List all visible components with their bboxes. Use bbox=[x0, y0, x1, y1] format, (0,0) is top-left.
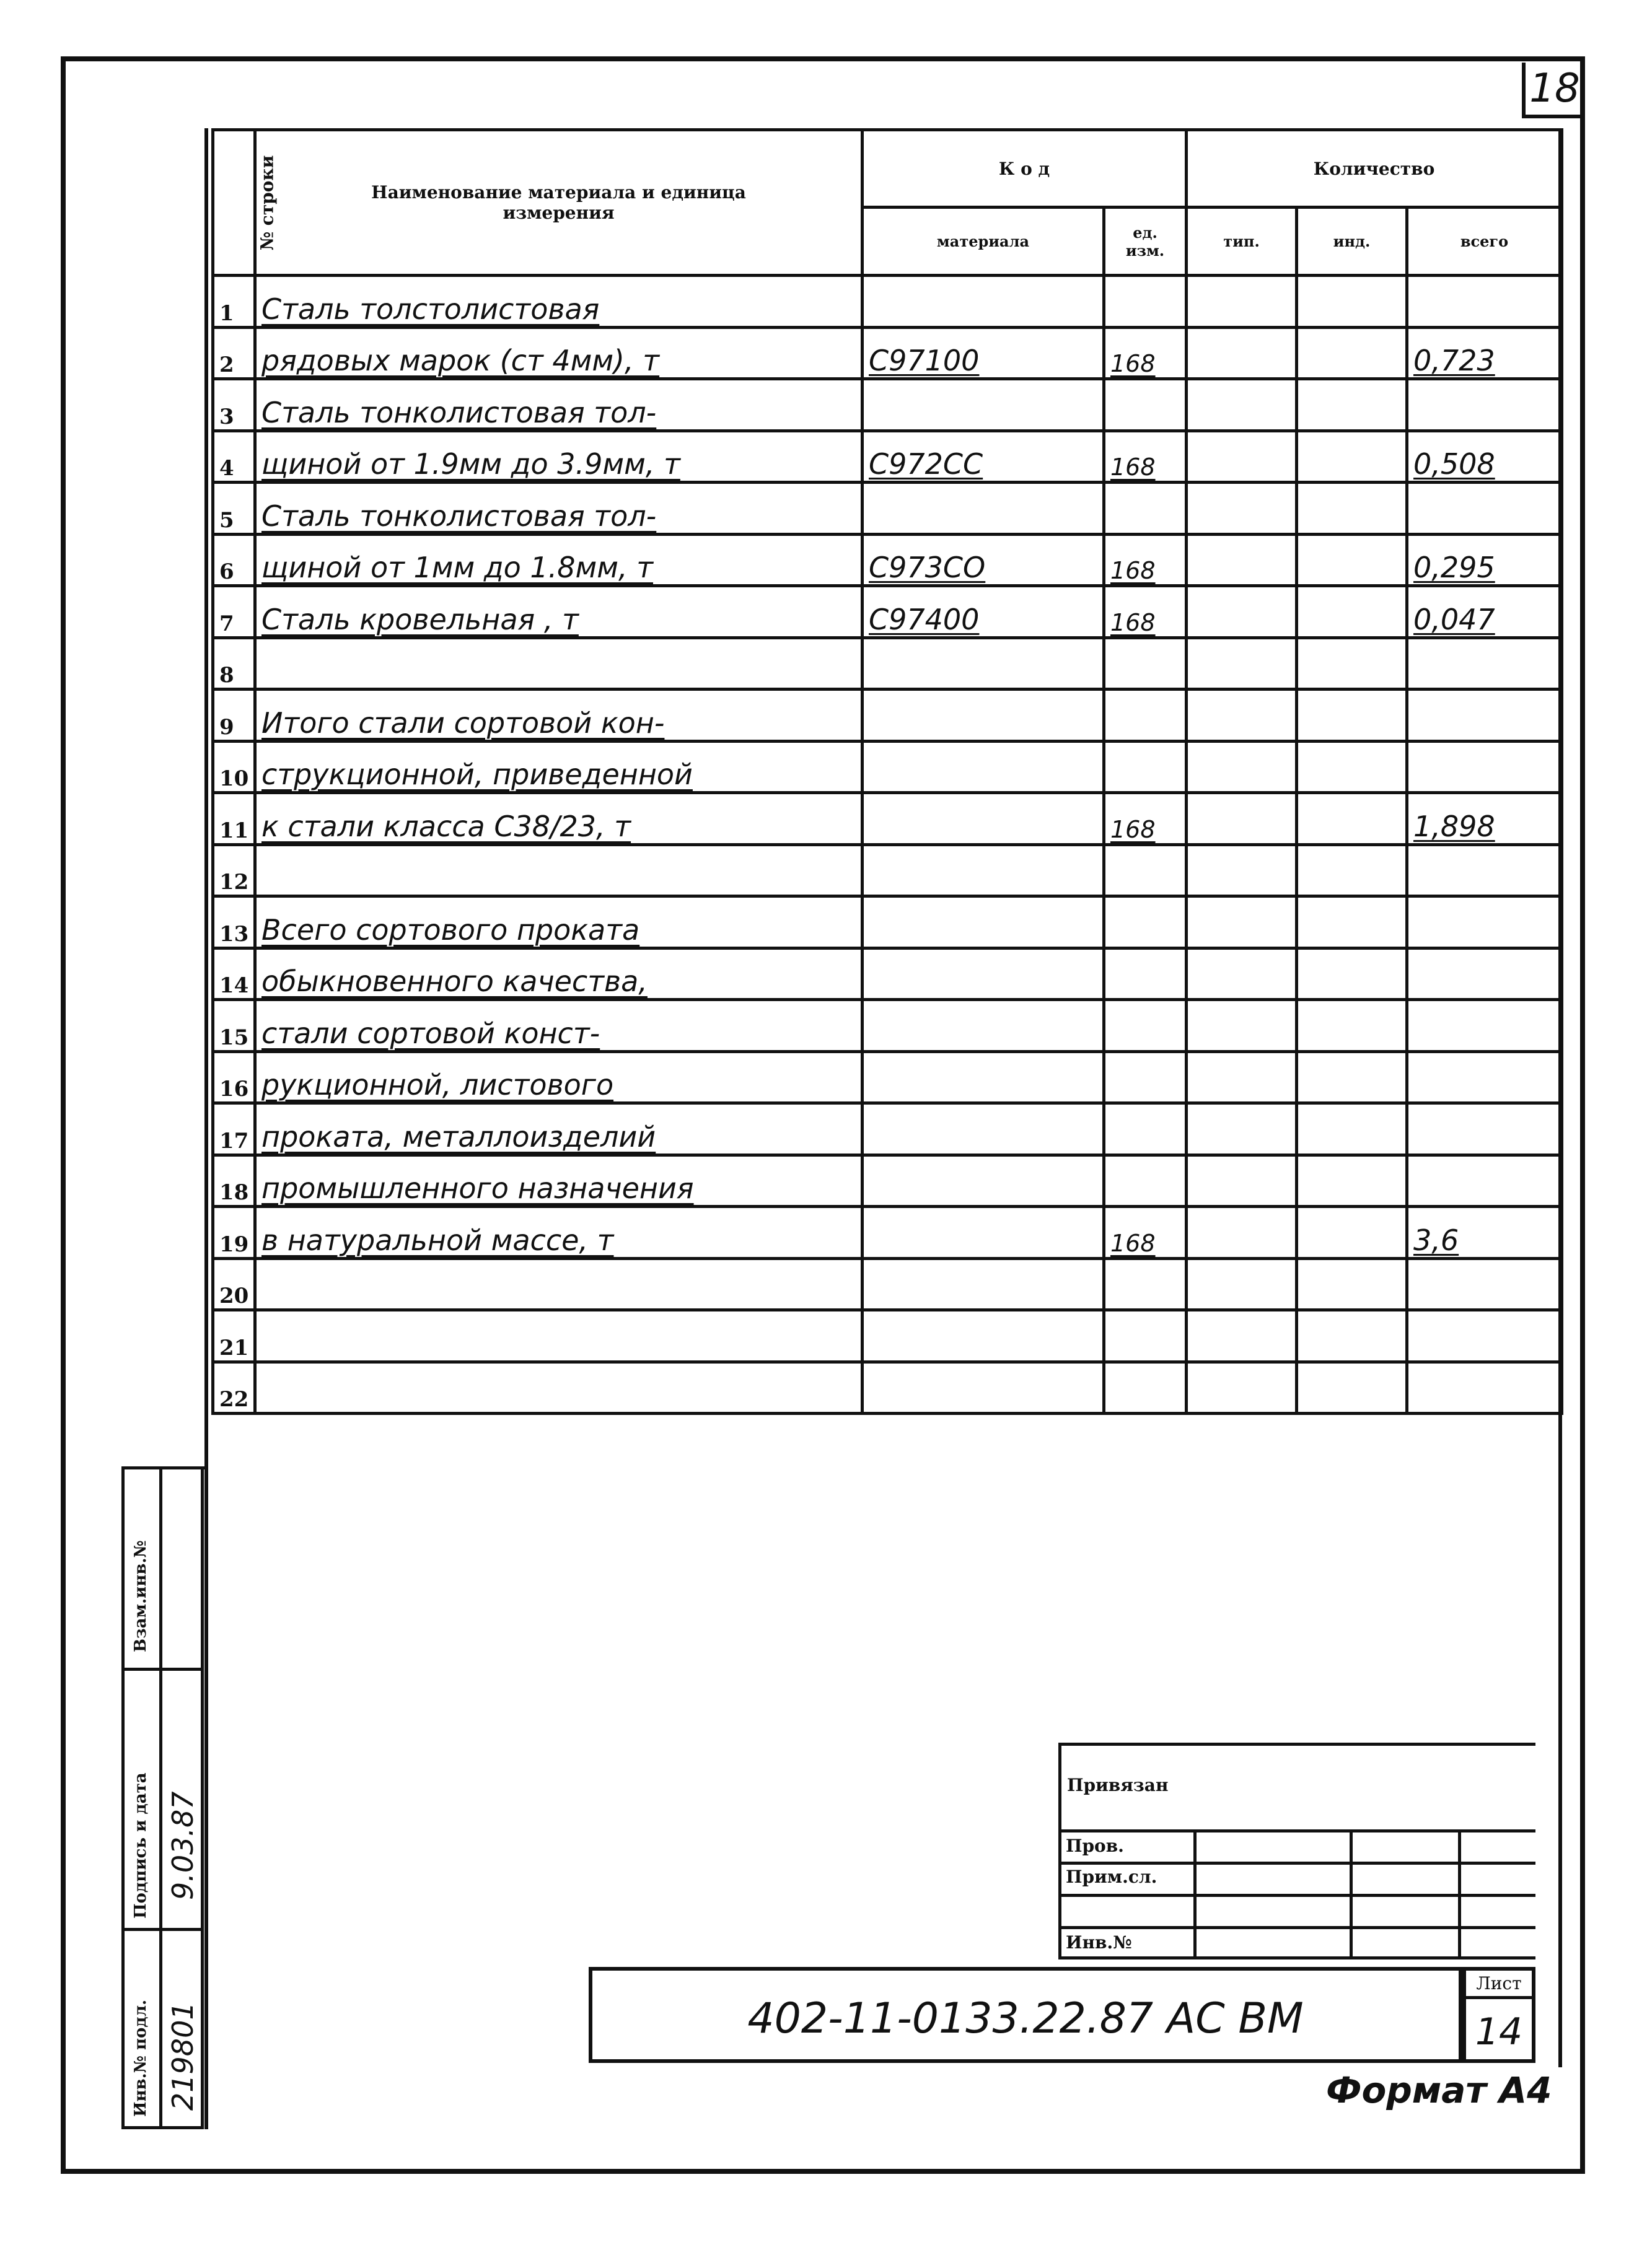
material-code bbox=[863, 793, 1104, 845]
qty-ind bbox=[1297, 1207, 1407, 1259]
material-code bbox=[863, 1051, 1104, 1103]
material-code: С97100 bbox=[863, 327, 1104, 379]
qty-typ bbox=[1187, 1000, 1297, 1052]
material-name bbox=[255, 1310, 863, 1362]
material-code bbox=[863, 1362, 1104, 1414]
qty-ind bbox=[1297, 1103, 1407, 1155]
sheet-label: Лист bbox=[1466, 1973, 1532, 1999]
material-code bbox=[863, 1310, 1104, 1362]
material-name: Итого стали сортовой кон- bbox=[255, 690, 863, 742]
material-name: Сталь тонколистовая тол- bbox=[255, 483, 863, 535]
qty-total bbox=[1407, 690, 1562, 742]
qty-total bbox=[1407, 1258, 1562, 1310]
table-row bbox=[213, 690, 1562, 742]
qty-ind bbox=[1297, 431, 1407, 483]
material-code bbox=[863, 690, 1104, 742]
qty-ind bbox=[1297, 948, 1407, 1000]
material-code bbox=[863, 1207, 1104, 1259]
page-number: 18 bbox=[1522, 63, 1584, 118]
unit-code bbox=[1104, 690, 1187, 742]
stamp-primech: Прим.сл. bbox=[1066, 1867, 1157, 1887]
qty-ind bbox=[1297, 586, 1407, 638]
header-code-group: К о д bbox=[863, 130, 1187, 208]
header-row-number: № строки bbox=[213, 130, 255, 276]
qty-ind bbox=[1297, 327, 1407, 379]
row-number: 19 bbox=[213, 1207, 255, 1259]
row-number: 20 bbox=[213, 1258, 255, 1310]
material-name: обыкновенного качества, bbox=[255, 948, 863, 1000]
qty-typ bbox=[1187, 379, 1297, 431]
qty-total: 0,047 bbox=[1407, 586, 1562, 638]
document-code: 402-11-0133.22.87 АС ВМ bbox=[747, 1994, 1304, 2043]
material-code bbox=[863, 483, 1104, 535]
row-number: 2 bbox=[213, 327, 255, 379]
material-name bbox=[255, 637, 863, 690]
row-number: 5 bbox=[213, 483, 255, 535]
qty-typ bbox=[1187, 948, 1297, 1000]
qty-ind bbox=[1297, 1362, 1407, 1414]
material-name: рядовых марок (ст 4мм), т bbox=[255, 327, 863, 379]
material-code bbox=[863, 1155, 1104, 1207]
material-name bbox=[255, 844, 863, 896]
sign-label: Подпись и дата bbox=[131, 1772, 150, 1919]
qty-typ bbox=[1187, 1103, 1297, 1155]
material-name: Всего сортового проката bbox=[255, 896, 863, 948]
qty-typ bbox=[1187, 637, 1297, 690]
sheet-box bbox=[1462, 1967, 1535, 2063]
qty-typ bbox=[1187, 534, 1297, 586]
unit-code bbox=[1104, 483, 1187, 535]
header-unit: ед. изм. bbox=[1104, 208, 1187, 276]
material-name: щиной от 1мм до 1.8мм, т bbox=[255, 534, 863, 586]
qty-typ bbox=[1187, 1362, 1297, 1414]
qty-typ bbox=[1187, 586, 1297, 638]
table-row bbox=[213, 948, 1562, 1000]
qty-total bbox=[1407, 1362, 1562, 1414]
qty-typ bbox=[1187, 1258, 1297, 1310]
row-number: 13 bbox=[213, 896, 255, 948]
unit-code: 168 bbox=[1104, 534, 1187, 586]
qty-ind bbox=[1297, 379, 1407, 431]
qty-typ bbox=[1187, 431, 1297, 483]
format-label: Формат А4 bbox=[1326, 2069, 1552, 2111]
row-number: 15 bbox=[213, 1000, 255, 1052]
unit-code bbox=[1104, 1310, 1187, 1362]
unit-code: 168 bbox=[1104, 431, 1187, 483]
qty-total bbox=[1407, 1051, 1562, 1103]
qty-total bbox=[1407, 1155, 1562, 1207]
material-name: струкционной, приведенной bbox=[255, 741, 863, 793]
material-code bbox=[863, 637, 1104, 690]
material-code bbox=[863, 896, 1104, 948]
table-row bbox=[213, 534, 1562, 586]
qty-typ bbox=[1187, 1207, 1297, 1259]
qty-ind bbox=[1297, 741, 1407, 793]
header-ind: инд. bbox=[1297, 208, 1407, 276]
left-stamp-strip bbox=[121, 1466, 201, 2129]
unit-code bbox=[1104, 1051, 1187, 1103]
stamp-privyazan: Привязан bbox=[1067, 1775, 1169, 1795]
table-row bbox=[213, 741, 1562, 793]
qty-ind bbox=[1297, 276, 1407, 328]
material-name: Сталь тонколистовая тол- bbox=[255, 379, 863, 431]
qty-total: 0,508 bbox=[1407, 431, 1562, 483]
qty-total bbox=[1407, 741, 1562, 793]
unit-code bbox=[1104, 1258, 1187, 1310]
table-row bbox=[213, 1155, 1562, 1207]
material-code bbox=[863, 276, 1104, 328]
qty-ind bbox=[1297, 1258, 1407, 1310]
unit-code bbox=[1104, 896, 1187, 948]
specification-table bbox=[211, 128, 1563, 1415]
unit-code bbox=[1104, 1362, 1187, 1414]
material-code: С972СС bbox=[863, 431, 1104, 483]
qty-ind bbox=[1297, 793, 1407, 845]
qty-ind bbox=[1297, 896, 1407, 948]
material-name: в натуральной массе, т bbox=[255, 1207, 863, 1259]
qty-total bbox=[1407, 483, 1562, 535]
table-row bbox=[213, 1362, 1562, 1414]
row-number: 18 bbox=[213, 1155, 255, 1207]
material-code bbox=[863, 844, 1104, 896]
qty-ind bbox=[1297, 637, 1407, 690]
unit-code bbox=[1104, 276, 1187, 328]
unit-code bbox=[1104, 741, 1187, 793]
material-name: рукционной, листового bbox=[255, 1051, 863, 1103]
material-name: Сталь кровельная , т bbox=[255, 586, 863, 638]
table-row bbox=[213, 1000, 1562, 1052]
qty-total bbox=[1407, 379, 1562, 431]
material-code: С973СО bbox=[863, 534, 1104, 586]
qty-ind bbox=[1297, 534, 1407, 586]
qty-typ bbox=[1187, 1310, 1297, 1362]
qty-total: 0,295 bbox=[1407, 534, 1562, 586]
table-row bbox=[213, 379, 1562, 431]
vzam-label: Взам.инв.№ bbox=[131, 1540, 150, 1652]
unit-code: 168 bbox=[1104, 586, 1187, 638]
sign-value: 9.03.87 bbox=[166, 1791, 200, 1900]
material-code bbox=[863, 1103, 1104, 1155]
table-row bbox=[213, 431, 1562, 483]
qty-ind bbox=[1297, 483, 1407, 535]
material-name: щиной от 1.9мм до 3.9мм, т bbox=[255, 431, 863, 483]
row-number: 3 bbox=[213, 379, 255, 431]
stamp-inv: Инв.№ bbox=[1066, 1932, 1132, 1953]
material-code bbox=[863, 379, 1104, 431]
qty-total bbox=[1407, 1310, 1562, 1362]
table-row bbox=[213, 637, 1562, 690]
unit-code bbox=[1104, 1000, 1187, 1052]
table-row bbox=[213, 1051, 1562, 1103]
table-row bbox=[213, 793, 1562, 845]
binding-stamp bbox=[1058, 1743, 1535, 1959]
row-number: 22 bbox=[213, 1362, 255, 1414]
qty-total bbox=[1407, 1000, 1562, 1052]
qty-typ bbox=[1187, 1051, 1297, 1103]
qty-total: 0,723 bbox=[1407, 327, 1562, 379]
qty-total bbox=[1407, 844, 1562, 896]
row-number: 11 bbox=[213, 793, 255, 845]
unit-code: 168 bbox=[1104, 327, 1187, 379]
material-name: промышленного назначения bbox=[255, 1155, 863, 1207]
header-material-code: материала bbox=[863, 208, 1104, 276]
material-name: Сталь толстолистовая bbox=[255, 276, 863, 328]
unit-code: 168 bbox=[1104, 793, 1187, 845]
table-row bbox=[213, 586, 1562, 638]
inv-label: Инв.№ подл. bbox=[131, 1999, 150, 2117]
material-code bbox=[863, 1258, 1104, 1310]
inv-value: 219801 bbox=[166, 2002, 200, 2111]
table-row bbox=[213, 1258, 1562, 1310]
unit-code bbox=[1104, 948, 1187, 1000]
qty-total bbox=[1407, 637, 1562, 690]
row-number: 10 bbox=[213, 741, 255, 793]
material-code: С97400 bbox=[863, 586, 1104, 638]
qty-ind bbox=[1297, 1310, 1407, 1362]
qty-typ bbox=[1187, 327, 1297, 379]
table-row bbox=[213, 1207, 1562, 1259]
qty-typ bbox=[1187, 690, 1297, 742]
table-row bbox=[213, 1103, 1562, 1155]
unit-code bbox=[1104, 637, 1187, 690]
qty-ind bbox=[1297, 844, 1407, 896]
qty-typ bbox=[1187, 741, 1297, 793]
header-quantity-group: Количество bbox=[1187, 130, 1562, 208]
material-code bbox=[863, 1000, 1104, 1052]
material-name bbox=[255, 1258, 863, 1310]
qty-total: 1,898 bbox=[1407, 793, 1562, 845]
material-name bbox=[255, 1362, 863, 1414]
material-name: стали сортовой конст- bbox=[255, 1000, 863, 1052]
unit-code: 168 bbox=[1104, 1207, 1187, 1259]
header-material-name: Наименование материала и единица измерения bbox=[255, 130, 863, 276]
table-row bbox=[213, 896, 1562, 948]
stamp-prov: Пров. bbox=[1066, 1836, 1124, 1856]
qty-typ bbox=[1187, 276, 1297, 328]
qty-total bbox=[1407, 276, 1562, 328]
table-row bbox=[213, 276, 1562, 328]
qty-typ bbox=[1187, 844, 1297, 896]
material-name: проката, металлоизделий bbox=[255, 1103, 863, 1155]
unit-code bbox=[1104, 844, 1187, 896]
qty-typ bbox=[1187, 1155, 1297, 1207]
qty-total bbox=[1407, 896, 1562, 948]
row-number: 1 bbox=[213, 276, 255, 328]
qty-typ bbox=[1187, 896, 1297, 948]
row-number: 6 bbox=[213, 534, 255, 586]
unit-code bbox=[1104, 1103, 1187, 1155]
unit-code bbox=[1104, 1155, 1187, 1207]
row-number: 7 bbox=[213, 586, 255, 638]
qty-total bbox=[1407, 948, 1562, 1000]
qty-typ bbox=[1187, 483, 1297, 535]
table-row bbox=[213, 483, 1562, 535]
form-left-border bbox=[204, 128, 208, 2129]
header-total: всего bbox=[1407, 208, 1562, 276]
row-number: 16 bbox=[213, 1051, 255, 1103]
qty-total bbox=[1407, 1103, 1562, 1155]
qty-ind bbox=[1297, 1155, 1407, 1207]
row-number: 8 bbox=[213, 637, 255, 690]
sheet-number: 14 bbox=[1475, 2010, 1523, 2054]
qty-typ bbox=[1187, 793, 1297, 845]
qty-ind bbox=[1297, 690, 1407, 742]
qty-ind bbox=[1297, 1051, 1407, 1103]
row-number: 17 bbox=[213, 1103, 255, 1155]
row-number: 21 bbox=[213, 1310, 255, 1362]
row-number: 14 bbox=[213, 948, 255, 1000]
qty-total: 3,6 bbox=[1407, 1207, 1562, 1259]
unit-code bbox=[1104, 379, 1187, 431]
row-number: 12 bbox=[213, 844, 255, 896]
material-code bbox=[863, 948, 1104, 1000]
table-row bbox=[213, 327, 1562, 379]
table-row bbox=[213, 844, 1562, 896]
header-typ: тип. bbox=[1187, 208, 1297, 276]
row-number: 4 bbox=[213, 431, 255, 483]
material-name: к стали класса С38/23, т bbox=[255, 793, 863, 845]
vzam-value-cell bbox=[159, 1466, 204, 1671]
qty-ind bbox=[1297, 1000, 1407, 1052]
row-number: 9 bbox=[213, 690, 255, 742]
title-block bbox=[589, 1967, 1462, 2063]
table-row bbox=[213, 1310, 1562, 1362]
material-code bbox=[863, 741, 1104, 793]
